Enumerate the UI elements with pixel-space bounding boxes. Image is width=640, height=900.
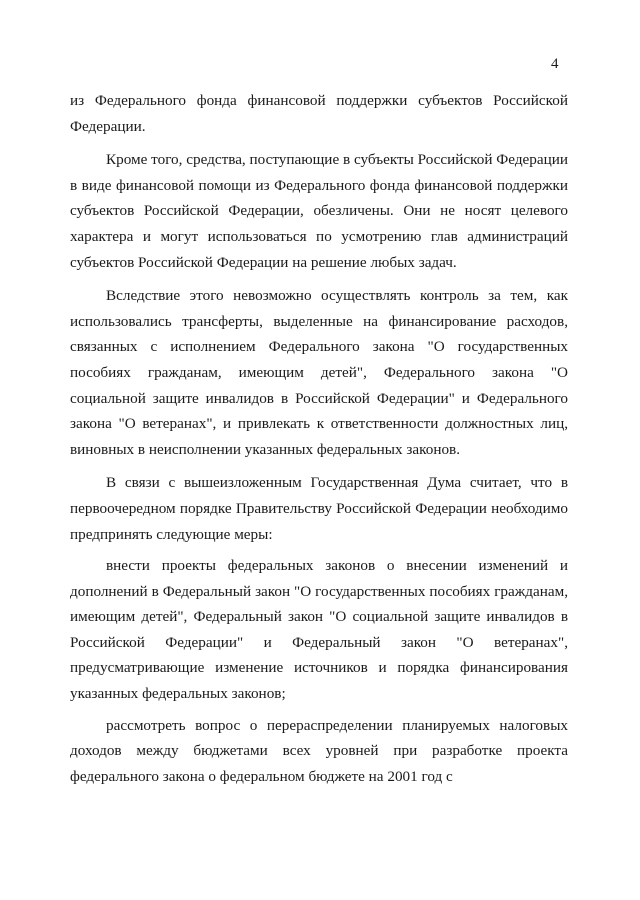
paragraph-control: Вследствие этого невозможно осуществлять контроль за тем, как использовались трансферты, выделенные на финансирование расходов, связанных с исполнением Федерального закона "О государственных пособиях гражданам, имеющим детей", Федерального закона "О социальной защите инвалидов в Российской Федерации" и Федерального закона "О ветеранах", и привлекать к ответственности должностных лиц, виновных в неисполнении указанных федеральных законов.	[70, 287, 568, 458]
paragraph-measure-laws: внести проекты федеральных законов о внесении изменений и дополнений в Федеральный закон "О государственных пособиях гражданам, имеющим детей", Федеральный закон "О социальной защите инвалидов в Российской Федерации" и Федеральный закон "О ветеранах", предусматривающие изменение источников и порядка финансирования указанных федеральных законов;	[70, 557, 568, 703]
paragraph-measure-budget: рассмотреть вопрос о перераспределении планируемых налоговых доходов между бюджетами всех уровней при разработке проекта федерального закона о федеральном бюджете на 2001 год с	[70, 716, 568, 785]
paragraph-continuation: из Федерального фонда финансовой поддержки субъектов Российской Федерации.	[70, 92, 568, 135]
paragraph-financial-aid: Кроме того, средства, поступающие в субъекты Российской Федерации в виде финансовой помощи из Федерального фонда финансовой поддержки субъектов Российской Федерации, обезличены. Они не носят целевого характера и могут использоваться по усмотрению глав администраций субъектов Российской Федерации на решение любых задач.	[70, 151, 569, 271]
paragraph-duma-measures: В связи с вышеизложенным Государственная Дума считает, что в первоочередном порядке Правительству Российской Федерации необходимо предпринять следующие меры:	[70, 474, 568, 543]
page-number: 4	[551, 56, 559, 72]
document-body	[70, 88, 568, 789]
